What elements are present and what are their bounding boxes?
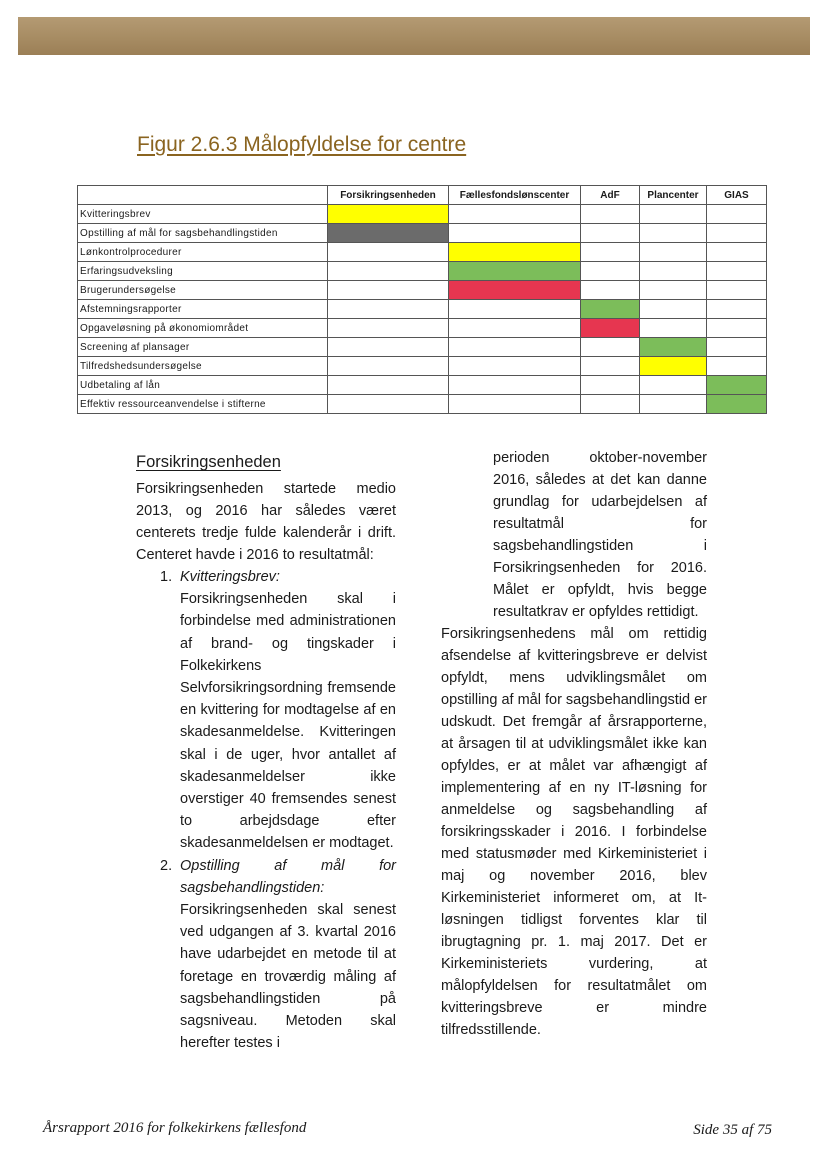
empty-cell <box>581 205 640 224</box>
table-row <box>78 262 767 281</box>
table-row <box>78 319 767 338</box>
row-label: Kvitteringsbrev <box>78 205 328 224</box>
empty-cell <box>328 281 449 300</box>
left-column <box>136 453 396 1054</box>
empty-cell <box>707 262 767 281</box>
empty-cell <box>707 300 767 319</box>
header-band <box>18 17 810 55</box>
right-column <box>441 447 707 1041</box>
table-row <box>78 205 767 224</box>
empty-cell <box>449 319 581 338</box>
empty-cell <box>449 205 581 224</box>
list-item <box>136 566 396 855</box>
intro-paragraph: Forsikringsenheden startede medio 2013, og 2016 har således været centerets tredje fulde kalenderår i drift. Centeret havde i 2016 to resultatmål: <box>136 481 396 563</box>
list-item <box>136 855 396 1055</box>
empty-cell <box>581 243 640 262</box>
empty-cell <box>640 262 707 281</box>
status-cell-green <box>581 300 640 319</box>
status-cell-yellow <box>640 357 707 376</box>
status-cell-gray <box>328 224 449 243</box>
table-row <box>78 224 767 243</box>
item-text: Forsikringsenheden skal senest ved udgangen af 3. kvartal 2016 have udarbejdet en metode til at foretage en troværdig måling af sagsbehandlingstiden på sagsniveau. Metoden skal herefter testes i <box>180 902 396 1052</box>
status-cell-yellow <box>449 243 581 262</box>
empty-cell <box>707 319 767 338</box>
section-heading: Forsikringsenheden <box>136 453 281 471</box>
empty-cell <box>640 224 707 243</box>
table-row <box>78 300 767 319</box>
table-body <box>78 205 767 414</box>
corner-cell <box>78 186 328 205</box>
row-label: Screening af plansager <box>78 338 328 357</box>
footer-title: Årsrapport 2016 for folkekirkens fællesfond <box>43 1120 307 1136</box>
empty-cell <box>449 224 581 243</box>
table-row <box>78 281 767 300</box>
table-header-row <box>78 186 767 205</box>
empty-cell <box>640 281 707 300</box>
empty-cell <box>707 224 767 243</box>
status-cell-green <box>707 376 767 395</box>
empty-cell <box>640 300 707 319</box>
column-header: Forsikringsenheden <box>328 186 449 205</box>
item-number: 1. <box>160 569 173 585</box>
item-term: Opstilling af mål for sagsbehandlingstiden: <box>180 857 396 896</box>
table-row <box>78 243 767 262</box>
empty-cell <box>581 262 640 281</box>
status-cell-red <box>449 281 581 300</box>
page-number: Side 35 af 75 <box>693 1122 772 1138</box>
empty-cell <box>640 395 707 414</box>
row-label: Effektiv ressourceanvendelse i stifterne <box>78 395 328 414</box>
row-label: Tilfredshedsundersøgelse <box>78 357 328 376</box>
table-row <box>78 338 767 357</box>
status-cell-green <box>449 262 581 281</box>
status-cell-green <box>640 338 707 357</box>
item-term: Kvitteringsbrev: <box>180 569 280 585</box>
row-label: Opstilling af mål for sagsbehandlingstiden <box>78 224 328 243</box>
empty-cell <box>581 376 640 395</box>
empty-cell <box>640 376 707 395</box>
empty-cell <box>640 319 707 338</box>
continuation-paragraph: perioden oktober-november 2016, således at det kan danne grundlag for udarbejdelsen af resultatmål for sagsbehandlingstiden i Forsikringsenheden for 2016. Målet er opfyldt, hvis begge resultatkrav er opfyldes rettidigt. <box>493 450 707 620</box>
row-label: Opgaveløsning på økonomiområdet <box>78 319 328 338</box>
empty-cell <box>581 395 640 414</box>
row-label: Lønkontrolprocedurer <box>78 243 328 262</box>
empty-cell <box>640 243 707 262</box>
column-header: Plancenter <box>640 186 707 205</box>
empty-cell <box>581 357 640 376</box>
empty-cell <box>328 338 449 357</box>
empty-cell <box>449 376 581 395</box>
status-cell-yellow <box>328 205 449 224</box>
empty-cell <box>581 338 640 357</box>
empty-cell <box>581 281 640 300</box>
row-label: Erfaringsudveksling <box>78 262 328 281</box>
figure-title: Figur 2.6.3 Målopfyldelse for centre <box>137 133 467 156</box>
row-label: Udbetaling af lån <box>78 376 328 395</box>
empty-cell <box>328 376 449 395</box>
table-row <box>78 357 767 376</box>
empty-cell <box>328 262 449 281</box>
empty-cell <box>640 205 707 224</box>
empty-cell <box>707 338 767 357</box>
row-label: Brugerundersøgelse <box>78 281 328 300</box>
item-number: 2. <box>160 857 173 874</box>
row-label: Afstemningsrapporter <box>78 300 328 319</box>
empty-cell <box>449 357 581 376</box>
empty-cell <box>328 300 449 319</box>
status-cell-red <box>581 319 640 338</box>
assessment-paragraph: Forsikringsenhedens mål om rettidig afsendelse af kvitteringsbreve er delvist opfyldt, mens udviklingsmålet om opstilling af mål for sagsbehandlingstid er udskudt. Det fremgår af årsrapporterne, at årsagen til at udviklingsmålet ikke kan opfyldes, er at målet var afhængigt af implementering af en ny IT-løsning for anmeldelse og sagsbehandling af forsikringsskader i 2016. I forbindelse med statusmøder med Kirkeministeriet i maj og november 2016, blev Kirkeministeriet informeret om, at It-løsningen tidligst forventes klar til ibrugtagning pr. 1. maj 2017. Det er Kirkeministeriets vurdering, at målopfyldelsen for resultatmålet om kvitteringsbreve er mindre tilfredsstillende. <box>441 626 707 1038</box>
empty-cell <box>581 224 640 243</box>
empty-cell <box>328 319 449 338</box>
empty-cell <box>449 338 581 357</box>
empty-cell <box>707 281 767 300</box>
table-row <box>78 395 767 414</box>
goal-fulfilment-table <box>77 185 767 414</box>
empty-cell <box>707 243 767 262</box>
column-header: Fællesfondslønscenter <box>449 186 581 205</box>
goal-list <box>136 566 396 1054</box>
empty-cell <box>449 395 581 414</box>
column-header: GIAS <box>707 186 767 205</box>
empty-cell <box>328 395 449 414</box>
table-row <box>78 376 767 395</box>
empty-cell <box>707 205 767 224</box>
status-cell-green <box>707 395 767 414</box>
empty-cell <box>707 357 767 376</box>
empty-cell <box>328 243 449 262</box>
item-text: Forsikringsenheden skal i forbindelse med administrationen af brand- og tingskader i Folkekirkens Selvforsikringsordning fremsende en kvittering for modtagelse af en skadesanmeldelse. Kvitteringen skal i de uger, hvor antallet af skadesanmeldelser ikke overstiger 40 fremsendes senest to arbejdsdage efter skadesanmeldelsen er modtaget. <box>180 591 396 852</box>
column-header: AdF <box>581 186 640 205</box>
empty-cell <box>449 300 581 319</box>
empty-cell <box>328 357 449 376</box>
